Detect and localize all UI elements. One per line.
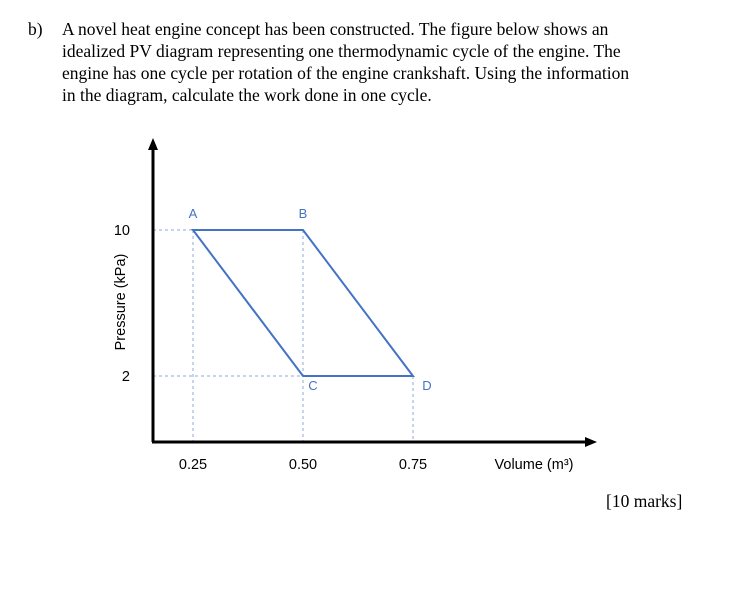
x-tick-label: 0.25 (178, 457, 208, 473)
question-label: b) (28, 19, 43, 39)
y-axis-arrowhead (148, 138, 158, 150)
y-axis-label: Pressure (kPa) (113, 253, 129, 351)
y-tick-label: 10 (113, 223, 130, 239)
y-tick-label: 2 (121, 369, 130, 385)
x-axis-label: Volume (m³) (494, 457, 574, 473)
point-label-a: A (188, 206, 198, 221)
point-label-b: B (298, 206, 308, 221)
x-tick-label: 0.75 (398, 457, 428, 473)
marks-label: [10 marks] (606, 491, 683, 511)
question-line: engine has one cycle per rotation of the engine crankshaft. Using the information (62, 63, 630, 83)
question-line: in the diagram, calculate the work done in one cycle. (62, 85, 432, 105)
question-line: A novel heat engine concept has been constructed. The figure below shows an (62, 19, 609, 39)
x-axis-arrowhead (585, 437, 597, 447)
question-line: idealized PV diagram representing one thermodynamic cycle of the engine. The (62, 41, 621, 61)
x-tick-label: 0.50 (288, 457, 318, 473)
point-label-c: C (308, 378, 318, 393)
point-label-d: D (422, 378, 432, 393)
